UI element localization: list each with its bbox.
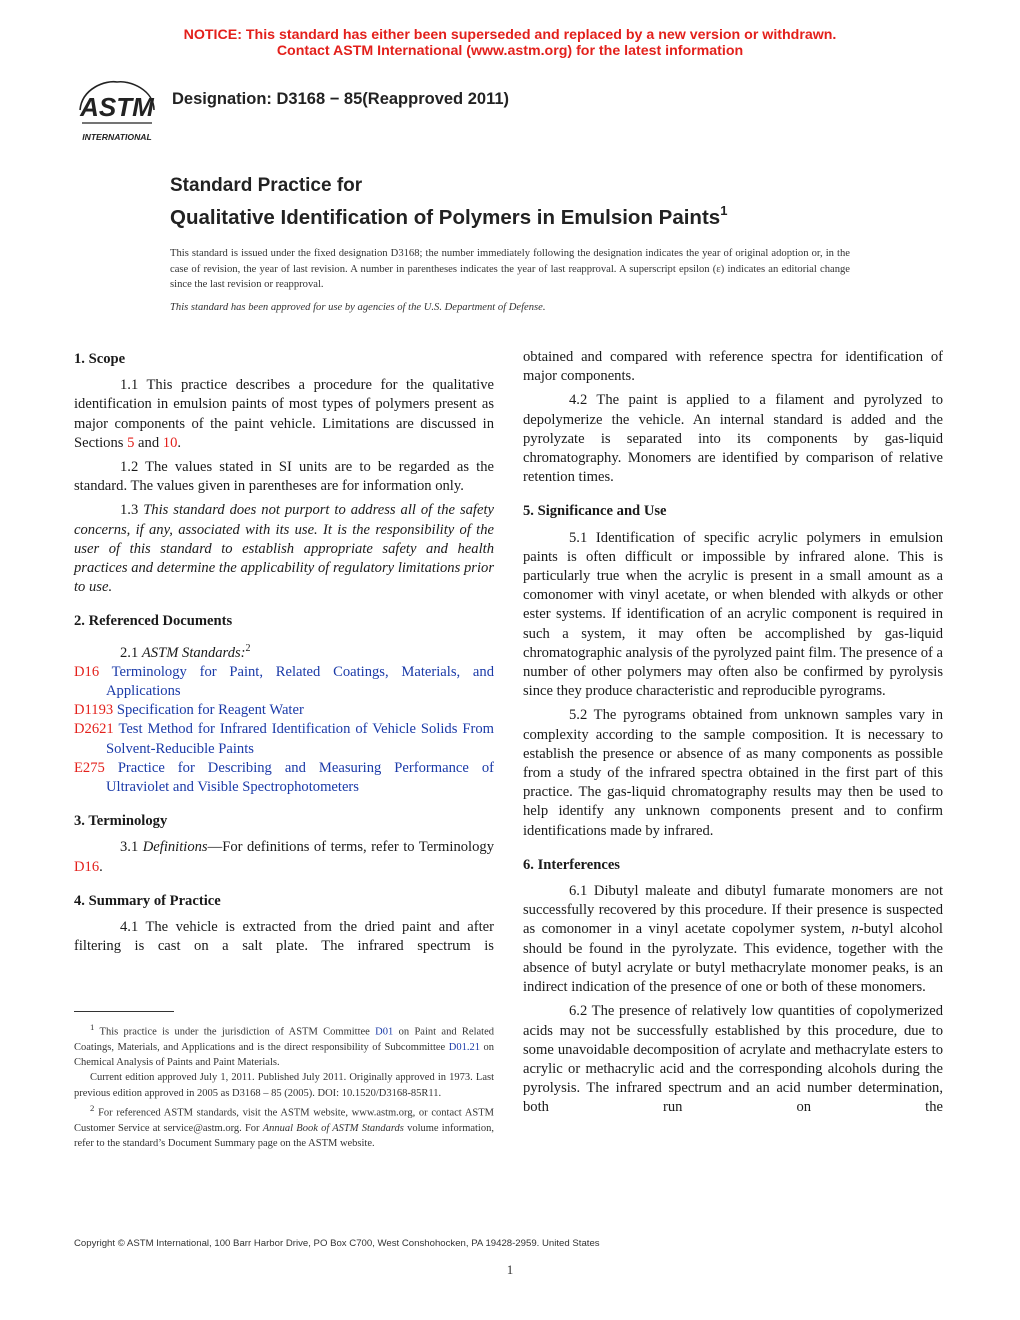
approved-note: This standard has been approved for use by agencies of the U.S. Department of Defense. — [170, 302, 546, 313]
interferences-6-1: 6.1 Dibutyl maleate and dibutyl fumarate monomers are not successfully recovered by this procedure. If their presence is suspected as comonomer in a vinyl acetate copolymer system, n-butyl alcohol should be found in the pyrolyzate. This evidence, together with the absence of butyl acrylate or butyl methacrylate monomer peaks, is an indirect indication of the presence of one or both of these monomers. — [523, 883, 943, 996]
reference-item-d16[interactable]: D16 Terminology for Paint, Related Coatings, Materials, and Applications — [74, 663, 494, 699]
designation: Designation: D3168 − 85(Reapproved 2011) — [172, 90, 510, 108]
astm-logo — [72, 76, 162, 144]
referenced-heading: 2. Referenced Documents — [74, 613, 233, 630]
footnotes — [74, 1020, 494, 1151]
terminology-3-1: 3.1 Definitions—For definitions of terms, refer to Terminology D16. — [74, 839, 494, 875]
title-line-1: Standard Practice for — [170, 175, 363, 196]
title-main: Qualitative Identification of Polymers in Emulsion Paints — [170, 206, 721, 229]
ref-section-5-link[interactable]: 5 — [127, 434, 135, 451]
ref-section-10-link[interactable]: 10 — [162, 434, 178, 451]
scope-1-1: 1.1 This practice describes a procedure for the qualitative identification in emulsion paints of most types of polymers present as major components of the paint vehicle. Limitations are discussed in Sections 5 and 10. — [74, 377, 494, 451]
summary-heading: 4. Summary of Practice — [74, 892, 221, 909]
astm-standards-label: 2.1 ASTM Standards:$^2$ — [120, 642, 251, 661]
interferences-6-2: 6.2 The presence of relatively low quantities of copolymerized acids may not be successfully established by this procedure, due to some unavoidable decomposition of acrylate and methacrylate esters to acrylic or methacrylic acid and the corresponding alcohols during the pyrolysis. The infrared spectrum and an acid number determination, both run on the — [523, 1003, 943, 1116]
scope-1-3: 1.3 This standard does not purport to address all of the safety concerns, if any, associated with its use. It is the responsibility of the user of this standard to establish appropriate safety and health practices and determine the applicability of regulatory limitations prior to use. — [74, 502, 494, 596]
interferences-heading: 6. Interferences — [523, 856, 620, 873]
footnote-1-edition: Current edition approved July 1, 2011. Published July 2011. Originally approved in 1973. Last previous edition approved in 2005 as D3168 – 85 (2005). DOI: 10.1520/D3168-85R11. — [74, 1072, 494, 1099]
significance-5-1: 5.1 Identification of specific acrylic polymers in emulsion paints is often difficult or impossible by infrared alone. This is particularly true when the acrylic is present in a small amount as a comonomer with vinyl acetate, or when blended with alkyds or other ester systems. If identification of an acrylic component is required in such a system, it may often be accomplished by gas-liquid chromatographic analysis of the pyrolyzed paint film. The presence of a number of other polymers may often also be confirmed by pyrolysis since they produce characteristic and reproducible pyrograms. — [523, 529, 943, 700]
ref-d01-link[interactable]: D01 — [375, 1026, 394, 1038]
supersede-notice — [0, 27, 1020, 59]
reference-item-d1193[interactable]: D1193 Specification for Reagent Water — [74, 702, 304, 719]
footnote-1: $^1$ This practice is under the jurisdiction of ASTM Committee D01 on Paint and Related Coatings, Materials, and Applications and is the direct responsibility of Subcommittee D01.21 on Chemical Analysis of Paints and Paint Materials. — [74, 1022, 494, 1069]
copyright-line: Copyright © ASTM International, 100 Barr Harbor Drive, PO Box C700, West Conshohocken, PA 19428-2959. United States — [74, 1238, 600, 1249]
significance-5-2: 5.2 The pyrograms obtained from unknown samples vary in complexity according to the sample composition. It is necessary to establish the presence or absence of as many components as possible from a study of the infrared spectra obtained in the first part of this practice. The gas-liquid chromatography results may then be used to help identify any unknown components present and to confirm identifications made by infrared. — [523, 707, 943, 839]
issued-note: This standard is issued under the fixed designation D3168; the number immediately following the designation indicates the year of original adoption or, in the case of revision, the year of last revision. A number in parentheses indicates the year of last reapproval. A superscript epsilon (ε) indicates an editorial change since the last revision or reapproval. — [170, 248, 850, 290]
document-title — [170, 175, 727, 232]
summary-4-1: 4.1 The vehicle is extracted from the dried paint and after filtering is cast on a salt plate. The infrared spectrum is — [74, 918, 494, 955]
notice-line-2: Contact ASTM International (www.astm.org) for the latest information — [276, 43, 744, 59]
footnote-2: $^2$ For referenced ASTM standards, visit the ASTM website, www.astm.org, or contact ASTM Customer Service at service@astm.org. For Annual Book of ASTM Standards volume information, refer to the standard’s Document Summary page on the ASTM website. — [74, 1102, 494, 1150]
significance-heading: 5. Significance and Use — [523, 503, 667, 520]
footnote-divider — [74, 1011, 174, 1012]
summary-4-1-continued: obtained and compared with reference spectra for identification of major components. — [523, 349, 943, 385]
logo-text: ASTM — [80, 92, 154, 122]
summary-4-2: 4.2 The paint is applied to a filament and pyrolyzed to depolymerize the vehicle. An internal standard is added and the pyrolyzate is separated into its components by gas-liquid chromatography. Monomers are identified by comparison of relative retention times. — [523, 392, 943, 486]
logo-subtext: INTERNATIONAL — [82, 132, 152, 142]
right-column — [523, 348, 943, 1123]
reference-list — [74, 663, 494, 797]
ref-d01-21-link[interactable]: D01.21 — [448, 1041, 480, 1053]
reference-item-e275[interactable]: E275 Practice for Describing and Measuring Performance of Ultraviolet and Visible Spectrophotometers — [74, 759, 494, 795]
scope-heading: 1. Scope — [74, 351, 126, 367]
notice-line-1: NOTICE: This standard has either been superseded and replaced by a new version or withdrawn. — [183, 27, 837, 43]
page-number: 1 — [506, 1262, 514, 1277]
left-column — [74, 348, 494, 961]
title-footnote-mark: 1 — [720, 203, 728, 218]
terminology-heading: 3. Terminology — [74, 813, 168, 830]
reference-item-d2621[interactable]: D2621 Test Method for Infrared Identification of Vehicle Solids From Solvent-Reducible Paints — [74, 721, 494, 757]
title-line-2 — [170, 197, 727, 232]
scope-1-2: 1.2 The values stated in SI units are to be regarded as the standard. The values given in parentheses are for information only. — [74, 459, 494, 495]
ref-d16-link[interactable]: D16 — [74, 858, 100, 875]
